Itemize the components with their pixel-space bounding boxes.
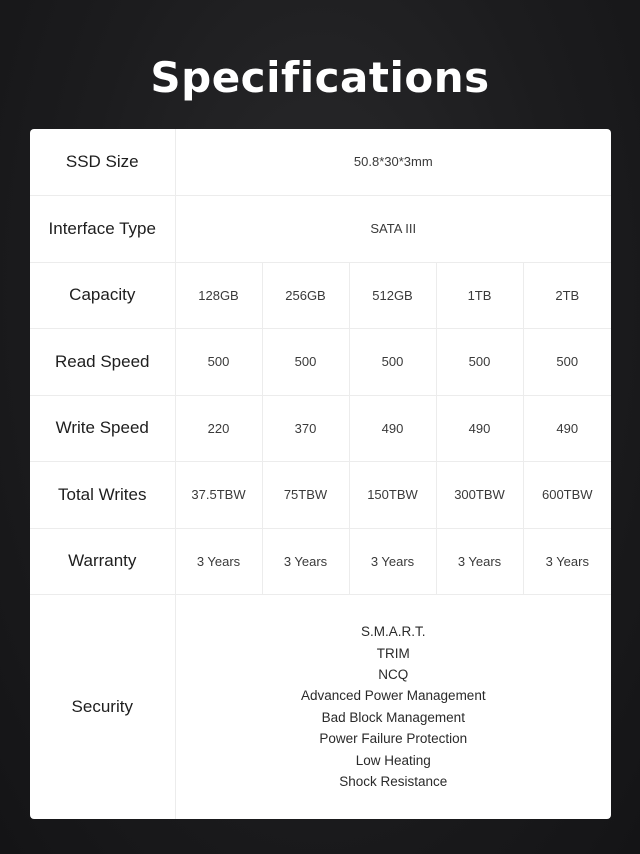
ssd-size-value: 50.8*30*3mm [175, 129, 611, 195]
total-writes-value: 75TBW [262, 461, 349, 528]
capacity-value: 1TB [436, 262, 523, 328]
total-writes-value: 600TBW [523, 461, 611, 528]
total-writes-value: 300TBW [436, 461, 523, 528]
security-feature: Power Failure Protection [319, 731, 468, 747]
capacity-value: 512GB [349, 262, 436, 328]
write-speed-value: 220 [175, 395, 262, 461]
total-writes-label: Total Writes [30, 461, 175, 528]
capacity-label: Capacity [30, 262, 175, 328]
read-speed-value: 500 [175, 328, 262, 395]
write-speed-label: Write Speed [30, 395, 175, 461]
write-speed-value: 370 [262, 395, 349, 461]
security-feature: NCQ [378, 666, 409, 682]
row-read-speed [30, 328, 611, 395]
warranty-label: Warranty [30, 528, 175, 594]
row-interface-type [30, 195, 611, 262]
warranty-value: 3 Years [436, 528, 523, 594]
security-label: Security [30, 594, 175, 819]
total-writes-value: 37.5TBW [175, 461, 262, 528]
row-total-writes [30, 461, 611, 528]
read-speed-value: 500 [436, 328, 523, 395]
row-capacity [30, 262, 611, 328]
warranty-value: 3 Years [262, 528, 349, 594]
security-feature-list [176, 621, 612, 792]
security-feature: Shock Resistance [339, 773, 448, 789]
security-features [175, 594, 611, 819]
read-speed-value: 500 [262, 328, 349, 395]
security-feature: Bad Block Management [321, 709, 465, 725]
security-feature: Advanced Power Management [300, 688, 486, 704]
row-security [30, 594, 611, 819]
total-writes-value: 150TBW [349, 461, 436, 528]
security-feature: S.M.A.R.T. [361, 624, 426, 640]
row-ssd-size [30, 129, 611, 195]
specifications-table [30, 129, 611, 819]
read-speed-value: 500 [349, 328, 436, 395]
read-speed-value: 500 [523, 328, 611, 395]
write-speed-value: 490 [349, 395, 436, 461]
capacity-value: 2TB [523, 262, 611, 328]
ssd-size-label: SSD Size [30, 129, 175, 195]
interface-type-label: Interface Type [30, 195, 175, 262]
security-feature: Low Heating [355, 752, 431, 768]
warranty-value: 3 Years [349, 528, 436, 594]
specifications-card [30, 129, 611, 819]
capacity-value: 256GB [262, 262, 349, 328]
warranty-value: 3 Years [523, 528, 611, 594]
security-feature: TRIM [376, 645, 410, 661]
write-speed-value: 490 [436, 395, 523, 461]
row-write-speed [30, 395, 611, 461]
interface-type-value: SATA III [175, 195, 611, 262]
write-speed-value: 490 [523, 395, 611, 461]
read-speed-label: Read Speed [30, 328, 175, 395]
warranty-value: 3 Years [175, 528, 262, 594]
capacity-value: 128GB [175, 262, 262, 328]
page-title: Specifications [150, 53, 490, 102]
row-warranty [30, 528, 611, 594]
